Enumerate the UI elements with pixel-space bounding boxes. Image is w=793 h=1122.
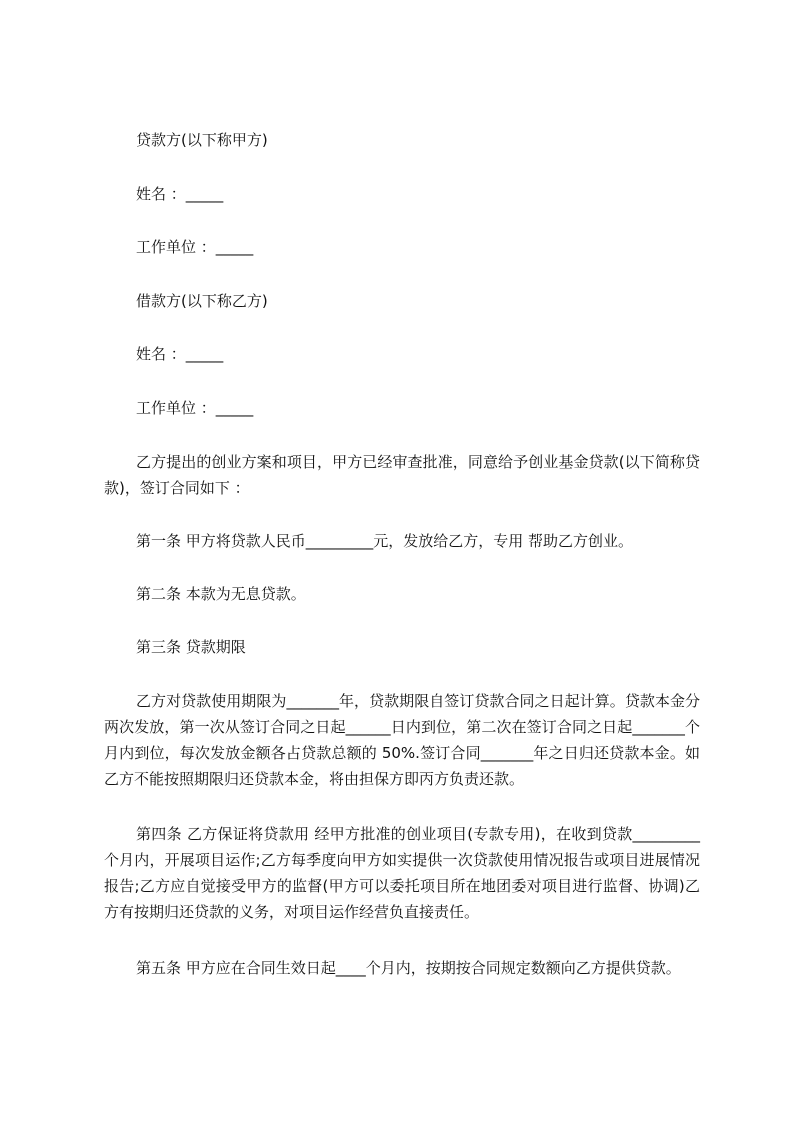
article-2: 第二条 本款为无息贷款。 (136, 585, 306, 603)
article-1: 第一条 甲方将贷款人民币_________元，发放给乙方，专用 帮助乙方创业。 (136, 532, 634, 550)
lender-header: 贷款方(以下称甲方) (136, 131, 268, 149)
lender-work-unit-field: 工作单位 ：_____ (136, 238, 254, 256)
borrower-header: 借款方(以下称乙方) (136, 292, 268, 310)
contract-intro: 乙方提出的创业方案和项目，甲方已经审查批准，同意给予创业基金贷款(以下简称贷款)，签订合同如下 ： (104, 453, 700, 497)
article-5: 第五条 甲方应在合同生效日起____个月内，按期按合同规定数额向乙方提供贷款。 (136, 959, 681, 977)
article-3-title: 第三条 贷款期限 (136, 638, 246, 656)
article-4: 第四条 乙方保证将贷款用 经甲方批准的创业项目(专款专用)，在收到贷款_________个月内，开展项目运作;乙方每季度向甲方如实提供一次贷款使用情况报告或项目进展情况报告;乙方应自觉接受甲方的监督(甲方可以委托项目所在地团委对项目进行监督、协调)乙方有按期归还贷款的义务，对项目运作经营负直接责任。 (104, 825, 700, 921)
borrower-work-unit-field: 工作单位 ：_____ (136, 399, 254, 417)
lender-name-field: 姓名 ：_____ (136, 185, 224, 203)
borrower-name-field: 姓名 ：_____ (136, 345, 224, 363)
article-3-body: 乙方对贷款使用期限为_______年，贷款期限自签订贷款合同之日起计算。贷款本金分两次发放，第一次从签订合同之日起______日内到位，第二次在签订合同之日起_______个月内到位，每次发放金额各占贷款总额的 50%.签订合同_______年之日归还贷款本金。如乙方不能按照期限归还贷款本金，将由担保方即丙方负责还款。 (104, 692, 700, 788)
